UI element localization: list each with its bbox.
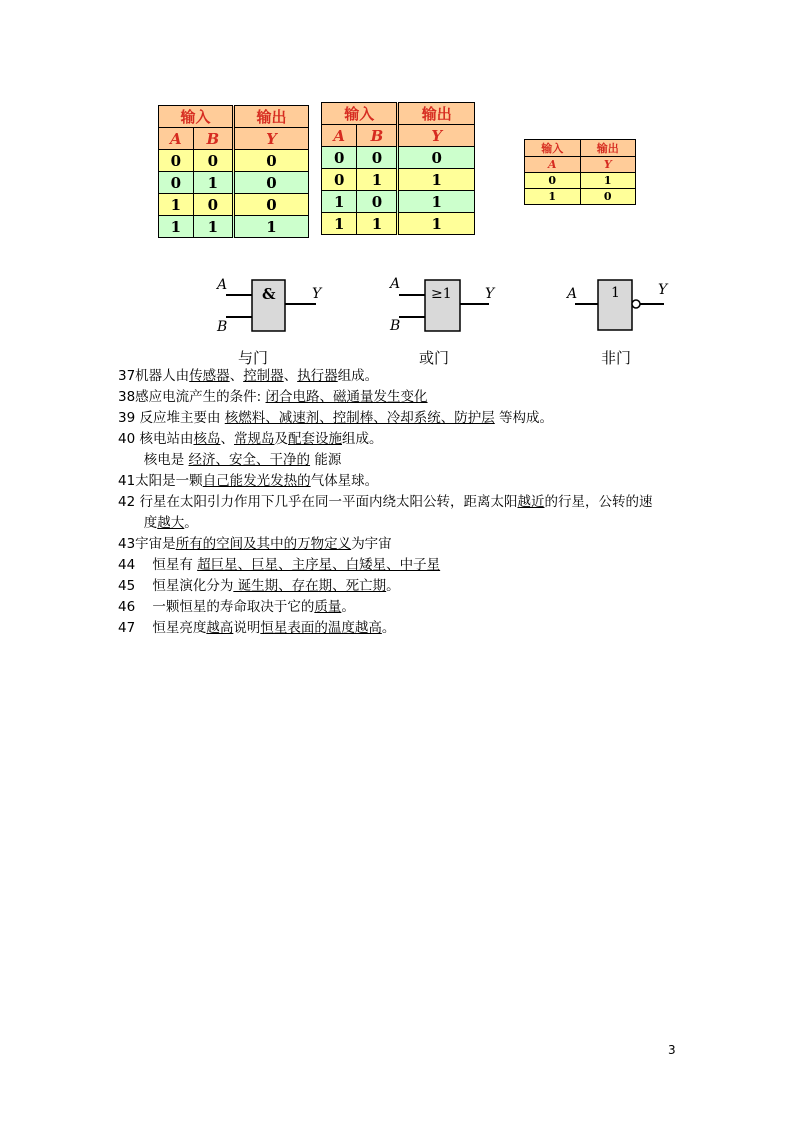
text-segment: 度 bbox=[118, 515, 158, 531]
text-segment: 。 bbox=[184, 515, 198, 531]
underlined-answer: 所有的空间及其中的万物定义 bbox=[175, 536, 352, 552]
text-segment: 等构成。 bbox=[494, 410, 554, 426]
text-segment: 组成。 bbox=[341, 431, 383, 447]
table-header-input: 输入 bbox=[525, 140, 581, 157]
underlined-answer: 越大 bbox=[157, 515, 185, 531]
text-segment: 38感应电流产生的条件: bbox=[118, 389, 266, 405]
or-gate-label: 或门 bbox=[419, 349, 450, 367]
underlined-answer: 配套设施 bbox=[287, 431, 342, 447]
table-header-output: 输出 bbox=[233, 106, 308, 128]
gate-symbol: ≥1 bbox=[431, 286, 452, 302]
col-a: A bbox=[159, 128, 194, 150]
cell: 0 bbox=[233, 150, 308, 172]
text-segment: 42 行星在太阳引力作用下几乎在同一平面内绕太阳公转，距离太阳 bbox=[118, 494, 518, 510]
col-b: B bbox=[357, 125, 398, 147]
table-header-input: 输入 bbox=[322, 103, 398, 125]
not-gate-symbol bbox=[562, 272, 682, 334]
and-truth-table bbox=[158, 105, 309, 238]
cell: 1 bbox=[580, 173, 636, 189]
text-segment: 39 反应堆主要由 bbox=[118, 410, 225, 426]
cell: 1 bbox=[193, 216, 233, 238]
cell: 1 bbox=[322, 213, 357, 235]
text-segment: 及 bbox=[274, 431, 288, 447]
text-line bbox=[118, 387, 698, 408]
text-segment: 。 bbox=[386, 578, 400, 594]
text-line bbox=[118, 450, 698, 471]
underlined-answer: 恒星表面的温度越高 bbox=[260, 620, 382, 636]
cell: 0 bbox=[322, 169, 357, 191]
cell: 1 bbox=[159, 194, 194, 216]
table-header-output: 输出 bbox=[398, 103, 475, 125]
text-segment: 的行星，公转的速 bbox=[544, 494, 653, 510]
text-segment: 能源 bbox=[310, 452, 342, 468]
text-segment: 37机器人由 bbox=[118, 368, 190, 384]
cell: 1 bbox=[233, 216, 308, 238]
cell: 0 bbox=[193, 194, 233, 216]
text-segment: 。 bbox=[381, 620, 396, 636]
text-line bbox=[118, 366, 698, 387]
underlined-answer: 控制器 bbox=[243, 368, 284, 384]
underlined-answer: 执行器 bbox=[297, 368, 338, 384]
label-a: A bbox=[567, 286, 578, 302]
underlined-answer: 超巨星、巨星、主序星、白矮星、中子星 bbox=[197, 557, 441, 573]
label-a: A bbox=[217, 277, 228, 293]
underlined-answer: 核燃料、减速剂、控制棒、冷却系统、防护层 bbox=[224, 410, 495, 426]
label-b: B bbox=[217, 319, 228, 334]
text-line bbox=[118, 555, 698, 576]
text-segment: 。 bbox=[341, 599, 355, 615]
text-line bbox=[118, 492, 698, 513]
text-segment: 为宇宙 bbox=[351, 536, 392, 552]
text-line bbox=[118, 597, 698, 618]
cell: 1 bbox=[398, 213, 475, 235]
notes-text-block bbox=[118, 366, 698, 639]
label-y: Y bbox=[312, 286, 322, 302]
cell: 0 bbox=[580, 189, 636, 205]
cell: 1 bbox=[398, 191, 475, 213]
underlined-answer: 传感器 bbox=[189, 368, 230, 384]
cell: 0 bbox=[525, 173, 581, 189]
underlined-answer: 闭合电路、磁通量发生变化 bbox=[265, 389, 428, 405]
col-a: A bbox=[322, 125, 357, 147]
or-truth-table bbox=[321, 102, 475, 235]
text-line bbox=[118, 513, 698, 534]
cell: 0 bbox=[357, 191, 398, 213]
underlined-answer: 诞生期、存在期、死亡期 bbox=[233, 578, 387, 594]
gate-symbol: 1 bbox=[611, 285, 620, 301]
cell: 1 bbox=[357, 169, 398, 191]
not-truth-table bbox=[524, 139, 636, 205]
cell: 1 bbox=[525, 189, 581, 205]
cell: 0 bbox=[159, 150, 194, 172]
cell: 0 bbox=[233, 172, 308, 194]
underlined-answer: 经济、安全、干净的 bbox=[188, 452, 311, 468]
underlined-answer: 越近 bbox=[517, 494, 545, 510]
inverter-bubble bbox=[632, 300, 640, 308]
cell: 0 bbox=[398, 147, 475, 169]
text-segment: 组成。 bbox=[337, 368, 379, 384]
col-y: Y bbox=[233, 128, 308, 150]
cell: 0 bbox=[193, 150, 233, 172]
text-segment: 说明 bbox=[233, 620, 261, 636]
text-line bbox=[118, 471, 698, 492]
gate-symbol: & bbox=[262, 285, 276, 303]
cell: 0 bbox=[159, 172, 194, 194]
text-line bbox=[118, 618, 698, 639]
cell: 1 bbox=[357, 213, 398, 235]
cell: 0 bbox=[322, 147, 357, 169]
text-line bbox=[118, 534, 698, 555]
text-segment: 44 恒星有 bbox=[118, 557, 198, 573]
underlined-answer: 质量 bbox=[314, 599, 342, 615]
table-header-output: 输出 bbox=[580, 140, 636, 157]
text-segment: 40 核电站由 bbox=[118, 431, 194, 447]
cell: 0 bbox=[233, 194, 308, 216]
text-segment: 41太阳是一颗 bbox=[118, 473, 203, 489]
label-y: Y bbox=[658, 282, 668, 298]
page-number: 3 bbox=[668, 1043, 676, 1057]
cell: 1 bbox=[398, 169, 475, 191]
col-y: Y bbox=[398, 125, 475, 147]
and-gate-label: 与门 bbox=[238, 349, 269, 367]
underlined-answer: 核岛 bbox=[193, 431, 221, 447]
label-b: B bbox=[390, 318, 401, 334]
text-segment: 、 bbox=[229, 368, 244, 384]
not-gate-label: 非门 bbox=[601, 349, 632, 367]
col-b: B bbox=[193, 128, 233, 150]
text-segment: 、 bbox=[283, 368, 298, 384]
or-gate-symbol bbox=[385, 272, 505, 334]
text-line bbox=[118, 576, 698, 597]
text-segment: 47 恒星亮度 bbox=[118, 620, 207, 636]
text-line bbox=[118, 429, 698, 450]
text-segment: 43宇宙是 bbox=[118, 536, 176, 552]
underlined-answer: 常规岛 bbox=[233, 431, 275, 447]
label-a: A bbox=[390, 276, 401, 292]
cell: 1 bbox=[322, 191, 357, 213]
cell: 1 bbox=[159, 216, 194, 238]
col-y: Y bbox=[580, 157, 636, 173]
col-a: A bbox=[525, 157, 581, 173]
text-segment: 45 恒星演化分为 bbox=[118, 578, 234, 594]
table-header-input: 输入 bbox=[159, 106, 234, 128]
underlined-answer: 越高 bbox=[206, 620, 234, 636]
and-gate-symbol bbox=[210, 272, 330, 334]
cell: 1 bbox=[193, 172, 233, 194]
label-y: Y bbox=[485, 286, 495, 302]
underlined-answer: 自己能发光发热的 bbox=[202, 473, 311, 489]
text-segment: 气体星球。 bbox=[310, 473, 379, 489]
text-segment: 46 一颗恒星的寿命取决于它的 bbox=[118, 599, 315, 615]
text-segment: 、 bbox=[220, 431, 234, 447]
text-segment: 核电是 bbox=[118, 452, 189, 468]
text-line bbox=[118, 408, 698, 429]
cell: 0 bbox=[357, 147, 398, 169]
